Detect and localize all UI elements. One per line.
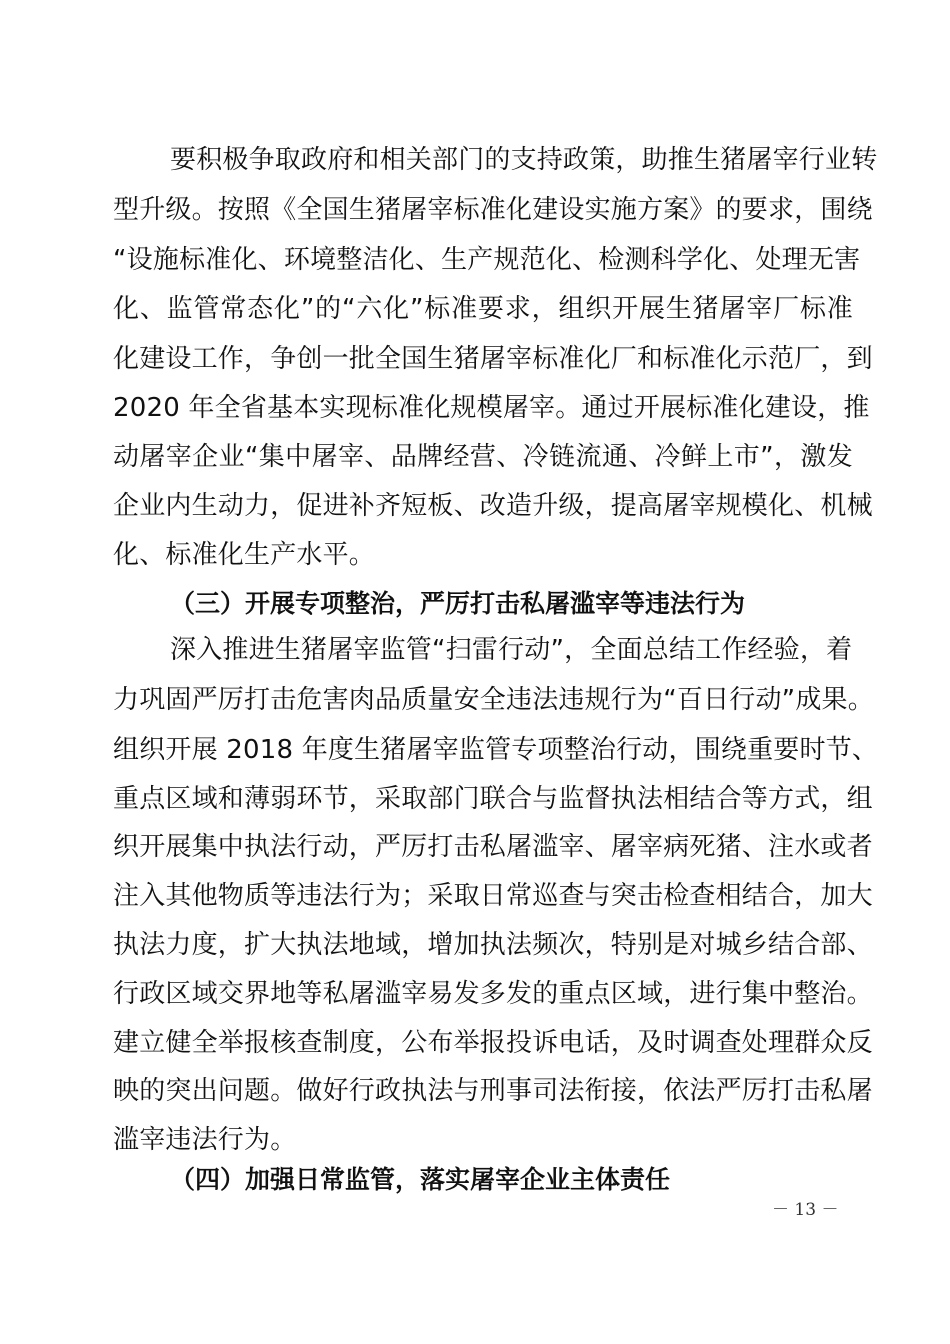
paragraph-2-line-2: 力巩固严厉打击危害肉品质量安全违法违规行为“百日行动”成果。 — [113, 685, 874, 715]
paragraph-1-line-9: 化、标准化生产水平。 — [113, 540, 376, 570]
paragraph-2-line-3: 组织开展 2018 年度生猪屠宰监管专项整治行动，围绕重要时节、 — [113, 735, 879, 765]
page-number: － 13 － — [772, 1200, 839, 1220]
paragraph-2-line-1: 深入推进生猪屠宰监管“扫雷行动”，全面总结工作经验，着 — [170, 635, 853, 665]
paragraph-1-line-8: 企业内生动力，促进补齐短板、改造升级，提高屠宰规模化、机械 — [113, 491, 873, 521]
paragraph-1-line-4: 化、监管常态化”的“六化”标准要求，组织开展生猪屠宰厂标准 — [113, 294, 853, 324]
paragraph-1-line-7: 动屠宰企业“集中屠宰、品牌经营、冷链流通、冷鲜上市”，激发 — [113, 442, 853, 472]
paragraph-2-line-11: 滥宰违法行为。 — [113, 1125, 297, 1155]
paragraph-2-line-8: 行政区域交界地等私屠滥宰易发多发的重点区域，进行集中整治。 — [113, 979, 873, 1009]
paragraph-1-line-3: “设施标准化、环境整洁化、生产规范化、检测科学化、处理无害 — [113, 245, 861, 275]
paragraph-2-line-7: 执法力度，扩大执法地域，增加执法频次，特别是对城乡结合部、 — [113, 930, 873, 960]
paragraph-1-line-1: 要积极争取政府和相关部门的支持政策，助推生猪屠宰行业转 — [170, 145, 878, 175]
section-heading-3: （三）开展专项整治，严厉打击私屠滥宰等违法行为 — [170, 589, 746, 618]
section-heading-4: （四）加强日常监管，落实屠宰企业主体责任 — [170, 1165, 671, 1194]
paragraph-2-line-4: 重点区域和薄弱环节，采取部门联合与监督执法相结合等方式，组 — [113, 784, 873, 814]
paragraph-2-line-6: 注入其他物质等违法行为；采取日常巡查与突击检查相结合，加大 — [113, 881, 873, 911]
paragraph-2-line-5: 织开展集中执法行动，严厉打击私屠滥宰、屠宰病死猪、注水或者 — [113, 832, 873, 862]
paragraph-1-line-6: 2020 年全省基本实现标准化规模屠宰。通过开展标准化建设，推 — [113, 393, 870, 423]
paragraph-2-line-9: 建立健全举报核查制度，公布举报投诉电话，及时调查处理群众反 — [113, 1028, 873, 1058]
paragraph-1-line-2: 型升级。按照《全国生猪屠宰标准化建设实施方案》的要求，围绕 — [113, 195, 873, 225]
paragraph-2-line-10: 映的突出问题。做好行政执法与刑事司法衔接，依法严厉打击私屠 — [113, 1076, 873, 1106]
paragraph-1-line-5: 化建设工作，争创一批全国生猪屠宰标准化厂和标准化示范厂，到 — [113, 344, 873, 374]
